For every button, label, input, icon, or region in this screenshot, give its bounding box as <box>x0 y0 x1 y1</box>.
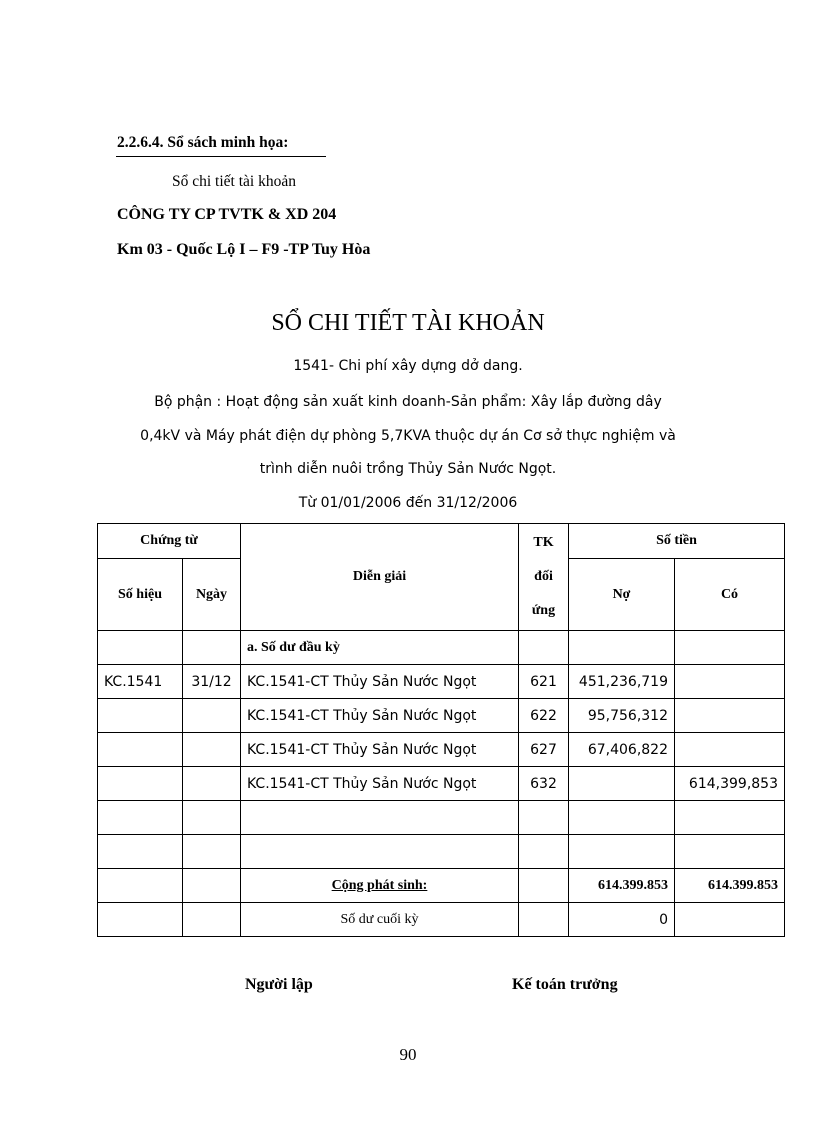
company-name: CÔNG TY CP TVTK & XD 204 <box>117 206 337 223</box>
total-credit: 614.399.853 <box>675 869 785 903</box>
empty-row <box>98 835 785 869</box>
total-debit: 614.399.853 <box>569 869 675 903</box>
header-voucher: Chứng từ <box>98 524 241 559</box>
row-credit <box>675 733 785 767</box>
book-label: Sổ chi tiết tài khoản <box>172 173 296 190</box>
row-date <box>183 733 241 767</box>
subtitle-project: 0,4kV và Máy phát điện dự phòng 5,7KVA thuộc dự án Cơ sở thực nghiệm và <box>140 428 676 444</box>
ledger-table <box>97 523 785 937</box>
total-row <box>98 869 785 903</box>
subtitle-account: 1541- Chi phí xây dựng dở dang. <box>293 358 523 374</box>
opening-balance-row <box>98 631 785 665</box>
empty-row <box>98 801 785 835</box>
row-description: KC.1541-CT Thủy Sản Nước Ngọt <box>241 767 519 801</box>
row-date: 31/12 <box>183 665 241 699</box>
row-debit: 95,756,312 <box>569 699 675 733</box>
header-contra-line-2: đối <box>534 569 553 584</box>
table-row <box>98 699 785 733</box>
total-label: Cộng phát sinh: <box>241 869 519 903</box>
table-row <box>98 665 785 699</box>
row-credit <box>675 665 785 699</box>
header-voucher-no: Số hiệu <box>98 559 183 631</box>
header-contra-account <box>519 524 569 631</box>
header-amount: Số tiền <box>569 524 785 559</box>
closing-balance-row <box>98 903 785 937</box>
row-account: 627 <box>519 733 569 767</box>
row-account: 632 <box>519 767 569 801</box>
row-debit: 451,236,719 <box>569 665 675 699</box>
subtitle-period: Từ 01/01/2006 đến 31/12/2006 <box>298 495 518 511</box>
row-voucher-no <box>98 733 183 767</box>
header-debit: Nợ <box>569 559 675 631</box>
company-address: Km 03 - Quốc Lộ I – F9 -TP Tuy Hòa <box>117 241 371 258</box>
header-row-1 <box>98 524 785 559</box>
section-heading-underline <box>116 156 326 157</box>
ledger-title: SỔ CHI TIẾT TÀI KHOẢN <box>271 310 545 336</box>
row-description: KC.1541-CT Thủy Sản Nước Ngọt <box>241 699 519 733</box>
subtitle-project-cont: trình diễn nuôi trồng Thủy Sản Nước Ngọt. <box>259 461 557 477</box>
signature-preparer: Người lập <box>245 976 313 993</box>
header-voucher-date: Ngày <box>183 559 241 631</box>
row-account: 621 <box>519 665 569 699</box>
header-contra-line-3: ứng <box>531 603 556 618</box>
row-voucher-no <box>98 767 183 801</box>
header-contra-line-1: TK <box>533 535 554 550</box>
row-debit: 67,406,822 <box>569 733 675 767</box>
header-description: Diễn giải <box>241 524 519 631</box>
header-credit: Có <box>675 559 785 631</box>
row-account: 622 <box>519 699 569 733</box>
subtitle-department: Bộ phận : Hoạt động sản xuất kinh doanh-Sản phẩm: Xây lắp đường dây <box>154 394 662 410</box>
opening-balance-label: a. Số dư đầu kỳ <box>241 631 519 665</box>
row-voucher-no: KC.1541 <box>98 665 183 699</box>
table-row <box>98 733 785 767</box>
row-credit: 614,399,853 <box>675 767 785 801</box>
row-date <box>183 699 241 733</box>
row-voucher-no <box>98 699 183 733</box>
row-description: KC.1541-CT Thủy Sản Nước Ngọt <box>241 665 519 699</box>
row-date <box>183 767 241 801</box>
closing-debit: 0 <box>569 903 675 937</box>
closing-balance-label: Số dư cuối kỳ <box>241 903 519 937</box>
table-row <box>98 767 785 801</box>
row-description: KC.1541-CT Thủy Sản Nước Ngọt <box>241 733 519 767</box>
row-credit <box>675 699 785 733</box>
row-debit <box>569 767 675 801</box>
signature-chief-accountant: Kế toán trưởng <box>512 976 618 993</box>
page-number: 90 <box>399 1045 417 1064</box>
section-heading: 2.2.6.4. Sổ sách minh họa: <box>117 134 289 151</box>
